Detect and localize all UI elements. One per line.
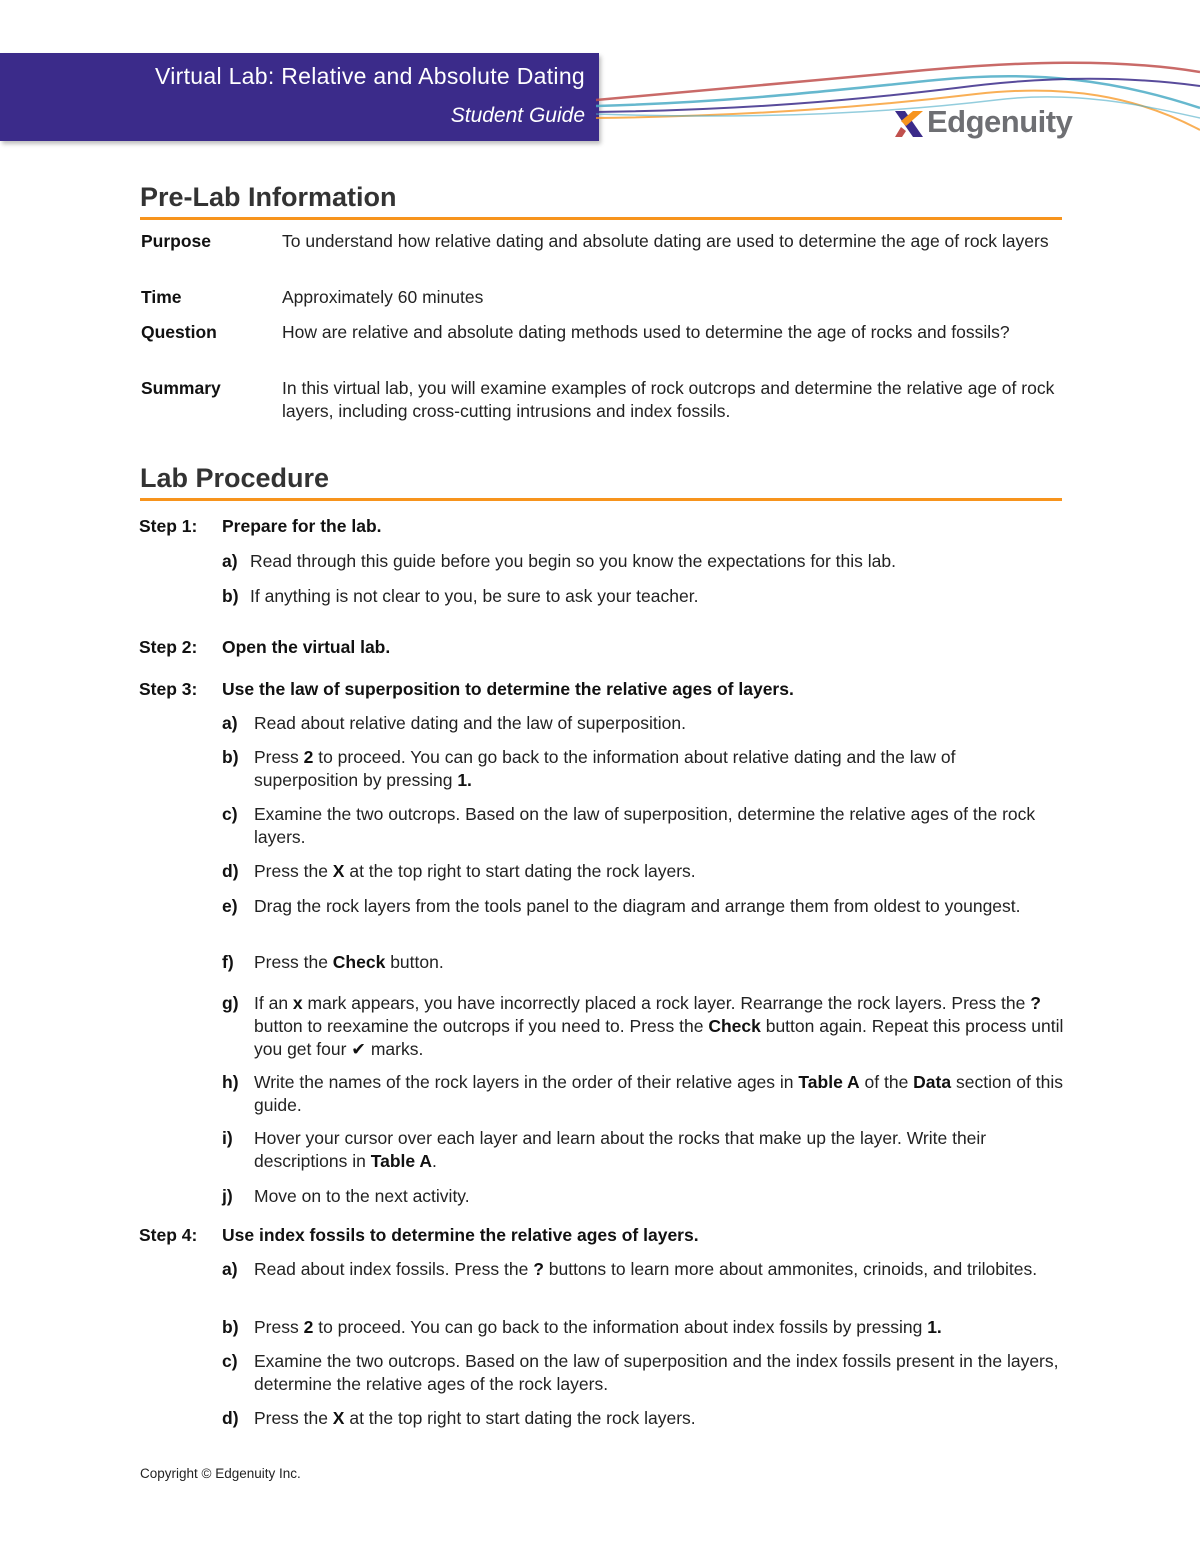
- item-text: Read through this guide before you begin so you know the expectations for this lab.: [250, 551, 896, 571]
- step-title: Prepare for the lab.: [222, 516, 382, 536]
- item-letter: g): [222, 993, 239, 1013]
- header-banner: [0, 53, 599, 141]
- item-letter: b): [222, 747, 239, 767]
- item-text: Press the X at the top right to start dating the rock layers.: [254, 1408, 696, 1428]
- item-text: Drag the rock layers from the tools panel to the diagram and arrange them from oldest to youngest.: [254, 896, 1021, 916]
- logo-wordmark: Edgenuity: [927, 104, 1073, 139]
- document-subtitle: Student Guide: [450, 104, 585, 127]
- prelab-label: Question: [141, 322, 217, 342]
- step-number: Step 2:: [139, 637, 198, 657]
- item-letter: h): [222, 1072, 239, 1092]
- prelab-heading: Pre-Lab Information: [140, 182, 1062, 220]
- item-text: Read about index fossils. Press the ? buttons to learn more about ammonites, crinoids, and trilobites.: [254, 1259, 1038, 1279]
- item-letter: a): [222, 713, 238, 733]
- step-title: Use the law of superposition to determine the relative ages of layers.: [222, 679, 794, 699]
- step-title: Open the virtual lab.: [222, 637, 391, 657]
- prelab-label: Time: [141, 287, 182, 307]
- item-letter: e): [222, 896, 238, 916]
- prelab-value: To understand how relative dating and absolute dating are used to determine the age of rock layers: [282, 231, 1049, 251]
- item-text: If anything is not clear to you, be sure to ask your teacher.: [250, 586, 699, 606]
- item-text: Examine the two outcrops. Based on the law of superposition and the index fossils present in the layers, determine the relative ages of the rock layers.: [254, 1351, 1059, 1394]
- prelab-value: Approximately 60 minutes: [282, 287, 484, 307]
- item-letter: b): [222, 586, 239, 606]
- item-text: Hover your cursor over each layer and learn about the rocks that make up the layer. Write their descriptions in Table A.: [254, 1128, 987, 1171]
- item-letter: f): [222, 952, 234, 972]
- document-title: Virtual Lab: Relative and Absolute Dating: [155, 63, 585, 89]
- step-title: Use index fossils to determine the relative ages of layers.: [222, 1225, 699, 1245]
- item-text: Press 2 to proceed. You can go back to the information about relative dating and the law of superposition by pressing 1.: [254, 747, 956, 790]
- prelab-value: How are relative and absolute dating methods used to determine the age of rocks and fossils?: [282, 322, 1010, 342]
- edgenuity-x-icon: [893, 108, 925, 140]
- step-number: Step 3:: [139, 679, 198, 699]
- prelab-label: Summary: [141, 378, 221, 398]
- check-mark-icon: ✔: [351, 1039, 366, 1059]
- item-letter: b): [222, 1317, 239, 1337]
- item-letter: a): [222, 551, 238, 571]
- step-number: Step 1:: [139, 516, 198, 536]
- item-letter: d): [222, 861, 239, 881]
- item-text: If an x mark appears, you have incorrectly placed a rock layer. Rearrange the rock layers. Press the ? button to reexamine the outcrops if you need to. Press the Check button again. Repeat this process until you get four ✔ marks.: [254, 993, 1064, 1059]
- item-text: Press the X at the top right to start dating the rock layers.: [254, 861, 696, 881]
- item-letter: c): [222, 1351, 238, 1371]
- item-letter: j): [222, 1186, 233, 1206]
- copyright-notice: Copyright © Edgenuity Inc.: [140, 1466, 301, 1481]
- item-letter: i): [222, 1128, 233, 1148]
- prelab-value: In this virtual lab, you will examine examples of rock outcrops and determine the relative age of rock layers, including cross-cutting intrusions and index fossils.: [282, 378, 1055, 421]
- item-text: Write the names of the rock layers in the order of their relative ages in Table A of the Data section of this guide.: [254, 1072, 1063, 1115]
- item-letter: d): [222, 1408, 239, 1428]
- item-text: Read about relative dating and the law of superposition.: [254, 713, 686, 733]
- item-text: Examine the two outcrops. Based on the law of superposition, determine the relative ages of the rock layers.: [254, 804, 1036, 847]
- item-text: Move on to the next activity.: [254, 1186, 470, 1206]
- step-number: Step 4:: [139, 1225, 198, 1245]
- item-text: Press 2 to proceed. You can go back to the information about index fossils by pressing 1.: [254, 1317, 942, 1337]
- item-text: Press the Check button.: [254, 952, 444, 972]
- procedure-heading: Lab Procedure: [140, 463, 1062, 501]
- item-letter: a): [222, 1259, 238, 1279]
- prelab-label: Purpose: [141, 231, 212, 251]
- item-letter: c): [222, 804, 238, 824]
